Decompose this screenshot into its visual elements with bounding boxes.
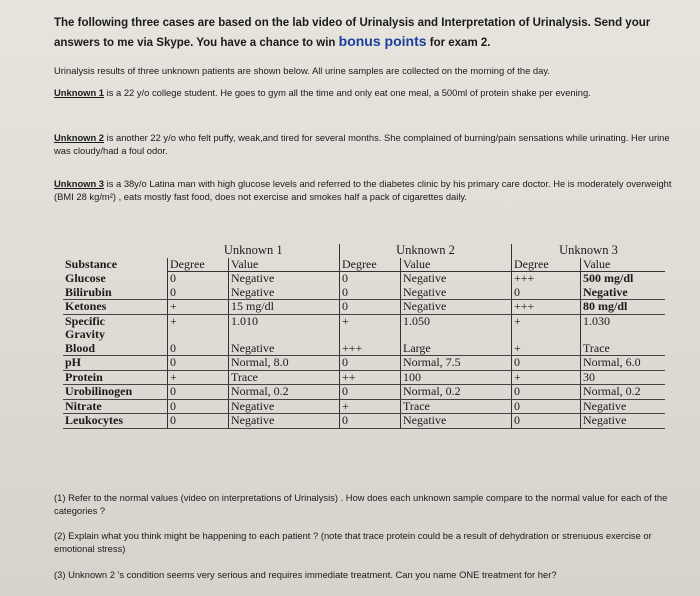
cell-v3: Negative [581,399,666,414]
cell-d1: 0 [168,286,229,300]
cell-v1: 1.010 [229,314,340,328]
table-header-unknowns [63,244,665,258]
table-row [63,414,665,429]
unknown-1-text: is a 22 y/o college student. He goes to gym all the time and only eat one meal, a 500ml of protein shake per evening. [104,87,591,98]
cell-d3: 0 [512,356,581,371]
cell-v1: Negative [229,414,340,429]
table-row [63,385,665,400]
unknown-3-text: is a 38y/o Latina man with high glucose levels and referred to the diabetes clinic by his primary care doctor. He is moderately overweight (BMI 28 kg/m²) , eats mostly fast food, does not exercise and smokes half a pack of cigarettes daily. [54,178,672,202]
cell-d2: 0 [340,385,401,400]
cell-v2: 1.050 [401,314,512,328]
cell-d2: 0 [340,356,401,371]
table-header-columns [63,258,665,272]
unknown-1-label: Unknown 1 [54,87,105,98]
cell-v3: Negative [581,414,666,429]
cell-v3 [581,328,666,342]
header-value-3: Value [581,258,666,272]
header-unknown-2: Unknown 2 [340,244,512,258]
cell-sub: Nitrate [63,399,168,414]
intro-paragraph [54,14,684,52]
cell-d2: + [340,399,401,414]
cell-d1: + [168,370,229,385]
header-degree-3: Degree [512,258,581,272]
table-row [63,286,665,300]
cell-sub: Gravity [63,328,168,342]
cell-v3: 1.030 [583,313,610,328]
intro-line-2a: answers to me via Skype. You have a chance to win [54,37,336,49]
cell-d1: 0 [168,342,229,356]
cell-d2: +++ [340,342,401,356]
cell-d3: 0 [512,385,581,400]
cell-v1: Negative [229,399,340,414]
header-unknown-1: Unknown 1 [168,244,340,258]
cell-d3: 0 [512,414,581,429]
cell-v3: Normal, 6.0 [581,356,666,371]
urinalysis-table [63,244,665,429]
question-3: (3) Unknown 2 's condition seems very serious and requires immediate treatment. Can you name ONE treatment for her? [54,569,557,580]
cell-v3: Negative [581,286,666,300]
cell-d2: 0 [340,286,401,300]
cell-d3: 0 [512,286,581,300]
unknown-3-label: Unknown 3 [54,178,105,189]
cell-d3: +++ [512,272,581,286]
header-degree-2: Degree [340,258,401,272]
cell-sub: pH [63,356,168,371]
cell-d2: 0 [340,300,401,315]
cell-d3: 0 [512,399,581,414]
cell-v2: Negative [401,286,512,300]
cell-sub: Blood [63,342,168,356]
cell-v3: Trace [581,342,666,356]
cell-d3: + [512,314,581,328]
unknown-2-label: Unknown 2 [54,132,105,143]
cell-v1 [229,328,340,342]
cell-v2: Negative [401,272,512,286]
cell-v2: Negative [401,300,512,315]
results-note: Urinalysis results of three unknown patients are shown below. All urine samples are collected on the morning of the day. [54,65,550,76]
cell-d2: ++ [340,370,401,385]
table-row [63,399,665,414]
cell-v3: 80 mg/dl [581,300,666,315]
cell-v1: Negative [229,286,340,300]
cell-sub: Urobilinogen [63,385,168,400]
cell-v1: Normal, 8.0 [229,356,340,371]
cell-d3: + [512,342,581,356]
cell-v2 [401,328,512,342]
question-1: (1) Refer to the normal values (video on interpretations of Urinalysis) . How does each unknown sample compare to the normal value for each of the categories ? [54,492,668,516]
table-row [63,272,665,286]
cell-sub: Bilirubin [63,286,168,300]
table-row [63,300,665,315]
cell-d1: + [168,300,229,315]
cell-sub: Leukocytes [63,414,168,429]
cell-d1: 0 [168,399,229,414]
header-substance: Substance [63,258,168,272]
cell-v3: Normal, 0.2 [581,385,666,400]
table-row [63,370,665,385]
unknown-2-text: is another 22 y/o who felt puffy, weak,and tired for several months. She complained of burning/pain sensations while urinating. Her urine was cloudy/had a foul odor. [54,132,670,156]
cell-d2: + [340,314,401,328]
cell-d3: + [512,370,581,385]
cell-sub: Specific [63,314,168,328]
table-row [63,342,665,356]
cell-d2: 0 [340,414,401,429]
unknown-3-description [54,177,684,203]
cell-v2: Trace [401,399,512,414]
cell-d2: 0 [340,272,401,286]
cell-d3 [512,328,581,342]
cell-v1: Negative [229,272,340,286]
cell-d1: 0 [168,272,229,286]
unknown-1-description [54,86,684,99]
cell-d1: 0 [168,356,229,371]
cell-v1: Negative [229,342,340,356]
cell-d1 [168,328,229,342]
question-2: (2) Explain what you think might be happening to each patient ? (note that trace protein could be a result of dehydration or strenuous exercise or emotional stress) [54,530,652,554]
header-degree-1: Degree [168,258,229,272]
cell-v2: Normal, 7.5 [401,356,512,371]
cell-v3: 500 mg/dl [583,271,634,285]
cell-v2: Normal, 0.2 [401,385,512,400]
cell-d1: + [168,314,229,328]
cell-d1: 0 [168,414,229,429]
bonus-points-highlight: bonus points [338,33,427,49]
cell-d1: 0 [168,385,229,400]
cell-v1: Normal, 0.2 [229,385,340,400]
table-body [63,272,665,429]
cell-v2: 100 [401,370,512,385]
cell-d2 [340,328,401,342]
intro-line-2b: for exam 2. [429,37,491,49]
intro-line-1: The following three cases are based on the lab video of Urinalysis and Interpretation of Urinalysis. Send your [54,17,651,29]
header-unknown-3: Unknown 3 [559,243,618,257]
header-value-1: Value [229,258,340,272]
cell-v3: 30 [581,370,666,385]
cell-v2: Large [401,342,512,356]
table-row [63,328,665,342]
cell-sub: Ketones [63,300,168,315]
cell-sub: Protein [63,370,168,385]
cell-sub: Glucose [63,272,168,286]
cell-v2: Negative [401,414,512,429]
cell-d3: +++ [512,300,581,315]
table-row [63,314,665,328]
unknown-2-description [54,131,684,157]
cell-v1: Trace [229,370,340,385]
table-row [63,356,665,371]
cell-v1: 15 mg/dl [229,300,340,315]
header-value-2: Value [401,258,512,272]
